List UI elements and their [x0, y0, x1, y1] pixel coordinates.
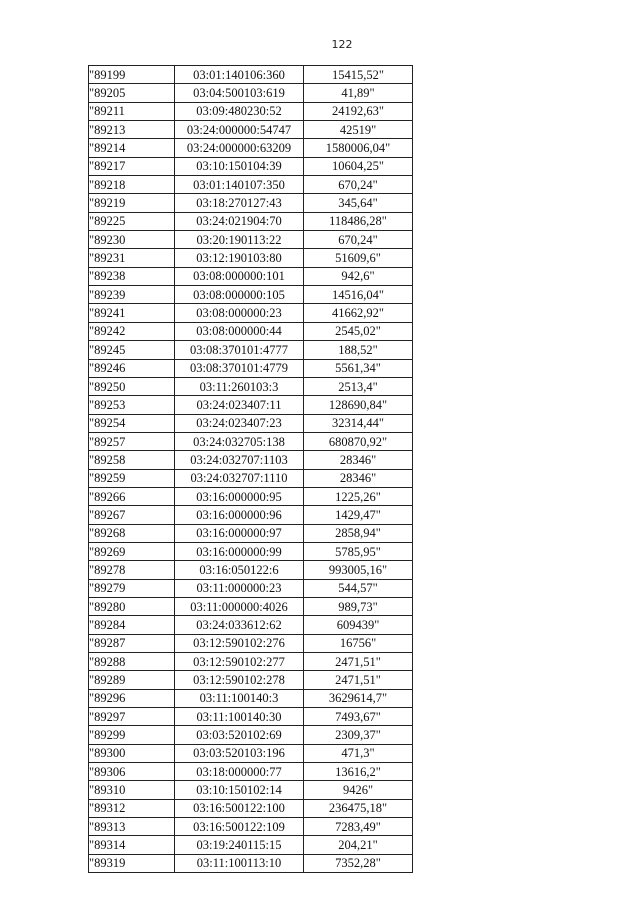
table-row	[89, 84, 413, 102]
table-body	[89, 66, 413, 873]
value-cell: 345,64"	[304, 194, 413, 212]
table-row	[89, 139, 413, 157]
cadastral-number-cell: 03:18:000000:77	[175, 763, 304, 781]
record-id-cell: "89312	[89, 799, 175, 817]
record-id-cell: "89241	[89, 304, 175, 322]
cadastral-number-cell: 03:19:240115:15	[175, 836, 304, 854]
record-id-cell: "89306	[89, 763, 175, 781]
table-row	[89, 744, 413, 762]
record-id-cell: "89296	[89, 689, 175, 707]
table-row	[89, 616, 413, 634]
record-id-cell: "89245	[89, 341, 175, 359]
cadastral-number-cell: 03:12:190103:80	[175, 249, 304, 267]
value-cell: 236475,18"	[304, 799, 413, 817]
value-cell: 670,24"	[304, 176, 413, 194]
table-row	[89, 542, 413, 560]
record-id-cell: "89266	[89, 487, 175, 505]
record-id-cell: "89319	[89, 854, 175, 872]
cadastral-number-cell: 03:11:000000:4026	[175, 597, 304, 615]
value-cell: 2309,37"	[304, 726, 413, 744]
cadastral-number-cell: 03:10:150102:14	[175, 781, 304, 799]
table-row	[89, 414, 413, 432]
table-row	[89, 799, 413, 817]
table-row	[89, 708, 413, 726]
value-cell: 609439"	[304, 616, 413, 634]
table-row	[89, 451, 413, 469]
cadastral-number-cell: 03:08:000000:105	[175, 286, 304, 304]
table-row	[89, 176, 413, 194]
value-cell: 204,21"	[304, 836, 413, 854]
value-cell: 7352,28"	[304, 854, 413, 872]
value-cell: 544,57"	[304, 579, 413, 597]
record-id-cell: "89297	[89, 708, 175, 726]
record-id-cell: "89300	[89, 744, 175, 762]
record-id-cell: "89230	[89, 231, 175, 249]
cadastral-number-cell: 03:03:520103:196	[175, 744, 304, 762]
record-id-cell: "89205	[89, 84, 175, 102]
cadastral-number-cell: 03:12:590102:277	[175, 653, 304, 671]
record-id-cell: "89288	[89, 653, 175, 671]
value-cell: 7283,49"	[304, 818, 413, 836]
cadastral-number-cell: 03:12:590102:276	[175, 634, 304, 652]
value-cell: 10604,25"	[304, 157, 413, 175]
record-id-cell: "89199	[89, 66, 175, 84]
cadastral-number-cell: 03:08:000000:44	[175, 322, 304, 340]
cadastral-number-cell: 03:03:520102:69	[175, 726, 304, 744]
record-id-cell: "89238	[89, 267, 175, 285]
cadastral-number-cell: 03:11:100140:3	[175, 689, 304, 707]
cadastral-number-cell: 03:16:000000:99	[175, 542, 304, 560]
value-cell: 2545,02"	[304, 322, 413, 340]
cadastral-number-cell: 03:18:270127:43	[175, 194, 304, 212]
cadastral-number-cell: 03:10:150104:39	[175, 157, 304, 175]
record-id-cell: "89289	[89, 671, 175, 689]
value-cell: 32314,44"	[304, 414, 413, 432]
table-row	[89, 524, 413, 542]
cadastral-number-cell: 03:11:260103:3	[175, 377, 304, 395]
cadastral-number-cell: 03:24:023407:23	[175, 414, 304, 432]
value-cell: 9426"	[304, 781, 413, 799]
table-row	[89, 322, 413, 340]
value-cell: 42519"	[304, 121, 413, 139]
record-id-cell: "89218	[89, 176, 175, 194]
table-row	[89, 781, 413, 799]
record-id-cell: "89268	[89, 524, 175, 542]
record-id-cell: "89287	[89, 634, 175, 652]
cadastral-number-cell: 03:20:190113:22	[175, 231, 304, 249]
value-cell: 2471,51"	[304, 653, 413, 671]
table-row	[89, 634, 413, 652]
value-cell: 2513,4"	[304, 377, 413, 395]
cadastral-number-cell: 03:16:000000:97	[175, 524, 304, 542]
value-cell: 670,24"	[304, 231, 413, 249]
table-row	[89, 561, 413, 579]
table-row	[89, 487, 413, 505]
page-number: 122	[331, 38, 353, 51]
cadastral-number-cell: 03:16:500122:100	[175, 799, 304, 817]
cadastral-number-cell: 03:24:021904:70	[175, 212, 304, 230]
table-row	[89, 506, 413, 524]
table-row	[89, 854, 413, 872]
value-cell: 28346"	[304, 451, 413, 469]
record-id-cell: "89214	[89, 139, 175, 157]
value-cell: 989,73"	[304, 597, 413, 615]
cadastral-number-cell: 03:24:000000:54747	[175, 121, 304, 139]
record-id-cell: "89242	[89, 322, 175, 340]
cadastral-number-cell: 03:11:000000:23	[175, 579, 304, 597]
value-cell: 41,89"	[304, 84, 413, 102]
value-cell: 5561,34"	[304, 359, 413, 377]
value-cell: 3629614,7"	[304, 689, 413, 707]
cadastral-value-table	[88, 65, 413, 873]
value-cell: 1429,47"	[304, 506, 413, 524]
table-row	[89, 194, 413, 212]
table-row	[89, 249, 413, 267]
record-id-cell: "89217	[89, 157, 175, 175]
table-row	[89, 579, 413, 597]
record-id-cell: "89299	[89, 726, 175, 744]
value-cell: 1225,26"	[304, 487, 413, 505]
table-row	[89, 432, 413, 450]
record-id-cell: "89269	[89, 542, 175, 560]
cadastral-number-cell: 03:04:500103:619	[175, 84, 304, 102]
value-cell: 51609,6"	[304, 249, 413, 267]
record-id-cell: "89278	[89, 561, 175, 579]
cadastral-number-cell: 03:08:370101:4779	[175, 359, 304, 377]
record-id-cell: "89253	[89, 396, 175, 414]
table-row	[89, 286, 413, 304]
record-id-cell: "89231	[89, 249, 175, 267]
value-cell: 24192,63"	[304, 102, 413, 120]
table-row	[89, 836, 413, 854]
value-cell: 993005,16"	[304, 561, 413, 579]
record-id-cell: "89239	[89, 286, 175, 304]
cadastral-number-cell: 03:16:000000:96	[175, 506, 304, 524]
record-id-cell: "89257	[89, 432, 175, 450]
value-cell: 15415,52"	[304, 66, 413, 84]
value-cell: 5785,95"	[304, 542, 413, 560]
table-row	[89, 597, 413, 615]
cadastral-number-cell: 03:24:033612:62	[175, 616, 304, 634]
cadastral-number-cell: 03:01:140107:350	[175, 176, 304, 194]
cadastral-number-cell: 03:08:000000:101	[175, 267, 304, 285]
cadastral-number-cell: 03:24:032707:1103	[175, 451, 304, 469]
table-row	[89, 818, 413, 836]
record-id-cell: "89267	[89, 506, 175, 524]
record-id-cell: "89211	[89, 102, 175, 120]
value-cell: 128690,84"	[304, 396, 413, 414]
record-id-cell: "89258	[89, 451, 175, 469]
record-id-cell: "89246	[89, 359, 175, 377]
table-row	[89, 102, 413, 120]
record-id-cell: "89279	[89, 579, 175, 597]
cadastral-number-cell: 03:24:032707:1110	[175, 469, 304, 487]
table-row	[89, 66, 413, 84]
cadastral-number-cell: 03:24:032705:138	[175, 432, 304, 450]
value-cell: 14516,04"	[304, 286, 413, 304]
record-id-cell: "89284	[89, 616, 175, 634]
table-row	[89, 653, 413, 671]
cadastral-number-cell: 03:08:000000:23	[175, 304, 304, 322]
value-cell: 41662,92"	[304, 304, 413, 322]
record-id-cell: "89250	[89, 377, 175, 395]
table-row	[89, 157, 413, 175]
value-cell: 2858,94"	[304, 524, 413, 542]
table-row	[89, 377, 413, 395]
table-row	[89, 121, 413, 139]
value-cell: 188,52"	[304, 341, 413, 359]
cadastral-number-cell: 03:11:100113:10	[175, 854, 304, 872]
cadastral-number-cell: 03:11:100140:30	[175, 708, 304, 726]
value-cell: 942,6"	[304, 267, 413, 285]
record-id-cell: "89259	[89, 469, 175, 487]
cadastral-number-cell: 03:16:500122:109	[175, 818, 304, 836]
cadastral-number-cell: 03:01:140106:360	[175, 66, 304, 84]
cadastral-number-cell: 03:24:023407:11	[175, 396, 304, 414]
value-cell: 2471,51"	[304, 671, 413, 689]
record-id-cell: "89254	[89, 414, 175, 432]
record-id-cell: "89219	[89, 194, 175, 212]
value-cell: 16756"	[304, 634, 413, 652]
table-row	[89, 267, 413, 285]
record-id-cell: "89213	[89, 121, 175, 139]
record-id-cell: "89313	[89, 818, 175, 836]
table-row	[89, 341, 413, 359]
table-row	[89, 212, 413, 230]
value-cell: 13616,2"	[304, 763, 413, 781]
table-row	[89, 763, 413, 781]
table-row	[89, 469, 413, 487]
cadastral-number-cell: 03:16:000000:95	[175, 487, 304, 505]
value-cell: 471,3"	[304, 744, 413, 762]
cadastral-number-cell: 03:12:590102:278	[175, 671, 304, 689]
table-row	[89, 726, 413, 744]
table-row	[89, 304, 413, 322]
table-row	[89, 396, 413, 414]
value-cell: 118486,28"	[304, 212, 413, 230]
value-cell: 7493,67"	[304, 708, 413, 726]
record-id-cell: "89310	[89, 781, 175, 799]
record-id-cell: "89314	[89, 836, 175, 854]
table-row	[89, 671, 413, 689]
table-row	[89, 359, 413, 377]
value-cell: 680870,92"	[304, 432, 413, 450]
table-row	[89, 231, 413, 249]
record-id-cell: "89280	[89, 597, 175, 615]
cadastral-number-cell: 03:08:370101:4777	[175, 341, 304, 359]
value-cell: 1580006,04"	[304, 139, 413, 157]
record-id-cell: "89225	[89, 212, 175, 230]
table-row	[89, 689, 413, 707]
cadastral-number-cell: 03:16:050122:6	[175, 561, 304, 579]
cadastral-number-cell: 03:09:480230:52	[175, 102, 304, 120]
value-cell: 28346"	[304, 469, 413, 487]
cadastral-number-cell: 03:24:000000:63209	[175, 139, 304, 157]
